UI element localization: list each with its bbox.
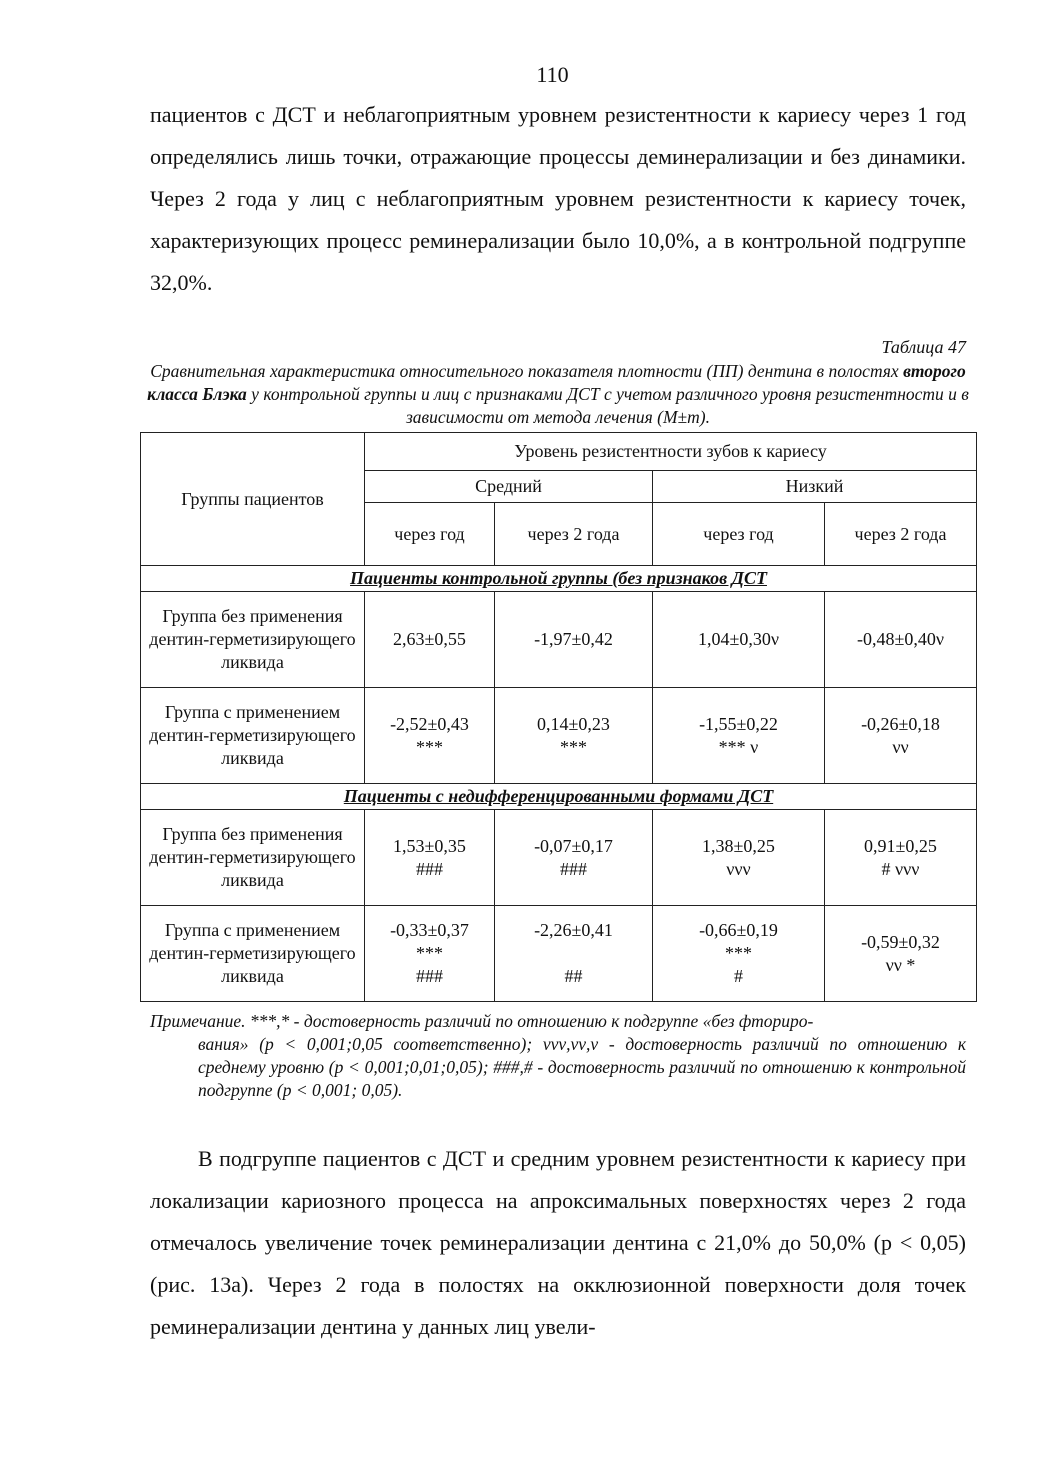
caption-pre: Сравнительная характеристика относительного показателя плотности (ПП) дентина в полостях xyxy=(150,361,904,381)
results-table xyxy=(140,432,977,1002)
table-note xyxy=(150,1010,966,1102)
section-title-dst: Пациенты с недифференцированными формами ДСТ xyxy=(141,784,977,810)
header-low-2years: через 2 года xyxy=(825,503,977,566)
table-cell: -2,26±0,41 ## xyxy=(495,906,653,1002)
table-cell: 2,63±0,55 xyxy=(365,592,495,688)
table-cell: 1,53±0,35 ### xyxy=(365,810,495,906)
header-medium-2years: через 2 года xyxy=(495,503,653,566)
table-cell: -0,33±0,37 *** ### xyxy=(365,906,495,1002)
row-group-label: Группа с применением дентин-герметизирующего ликвида xyxy=(141,906,365,1002)
table-cell: -0,26±0,18 νν xyxy=(825,688,977,784)
row-group-label: Группа без применения дентин-герметизирующего ликвида xyxy=(141,810,365,906)
table-number: Таблица 47 xyxy=(881,337,966,357)
header-groups: Группы пациентов xyxy=(141,433,365,566)
table-caption xyxy=(140,360,976,429)
header-medium: Средний xyxy=(365,471,653,503)
table-cell: -2,52±0,43 *** xyxy=(365,688,495,784)
section-title-control: Пациенты контрольной группы (без признаков ДСТ xyxy=(141,566,977,592)
header-low-year: через год xyxy=(653,503,825,566)
header-medium-year: через год xyxy=(365,503,495,566)
header-low: Низкий xyxy=(653,471,977,503)
note-rest: вания» (p < 0,001;0,05 соответственно); ννν,νν,ν - достоверность различий по отношению к среднему уровню (p < 0,001;0,01;0,05); ###,# - достоверность различий по отношению к контрольной подгруппе (p < 0,001; 0,05). xyxy=(198,1034,966,1100)
row-group-label: Группа с применением дентин-герметизирующего ликвида xyxy=(141,688,365,784)
table-cell: -0,48±0,40ν xyxy=(825,592,977,688)
caption-post: у контрольной группы и лиц с признаками ДСТ с учетом различного уровня резистентности и в зависимости от метода лечения (M±m). xyxy=(246,384,969,427)
page-number: 110 xyxy=(536,62,569,87)
table-cell: -0,59±0,32 νν * xyxy=(825,906,977,1002)
table-cell: -0,66±0,19 *** # xyxy=(653,906,825,1002)
table-cell: -1,97±0,42 xyxy=(495,592,653,688)
caption-bold: второго класса Блэка xyxy=(147,361,966,404)
paragraph-bottom xyxy=(150,1138,966,1348)
table-cell: 0,14±0,23 *** xyxy=(495,688,653,784)
table-cell: 1,38±0,25 ννν xyxy=(653,810,825,906)
paragraph-bottom-text: В подгруппе пациентов с ДСТ и средним уровнем резистентности к кариесу при локализации кариозного процесса на апроксимальных поверхностях через 2 года отмечалось увеличение точек реминерализации дентина с 21,0% до 50,0% (p < 0,05) (рис. 13а). Через 2 года в полостях на окклюзионной поверхности доля точек реминерализации дентина у данных лиц увели- xyxy=(150,1146,966,1339)
header-resistance: Уровень резистентности зубов к кариесу xyxy=(365,433,977,471)
paragraph-top: пациентов с ДСТ и неблагоприятным уровнем резистентности к кариесу через 1 год определялись лишь точки, отражающие процессы деминерализации и без динамики. Через 2 года у лиц с неблагоприятным уровнем резистентности к кариесу точек, характеризующих процесс реминерализации было 10,0%, а в контрольной подгруппе 32,0%. xyxy=(150,102,966,295)
table-cell: -1,55±0,22 *** ν xyxy=(653,688,825,784)
table-cell: -0,07±0,17 ### xyxy=(495,810,653,906)
row-group-label: Группа без применения дентин-герметизирующего ликвида xyxy=(141,592,365,688)
table-cell: 0,91±0,25 # ννν xyxy=(825,810,977,906)
note-first-line: Примечание. ***,* - достоверность различий по отношению к подгруппе «без фториро- xyxy=(150,1011,814,1031)
table-cell: 1,04±0,30ν xyxy=(653,592,825,688)
